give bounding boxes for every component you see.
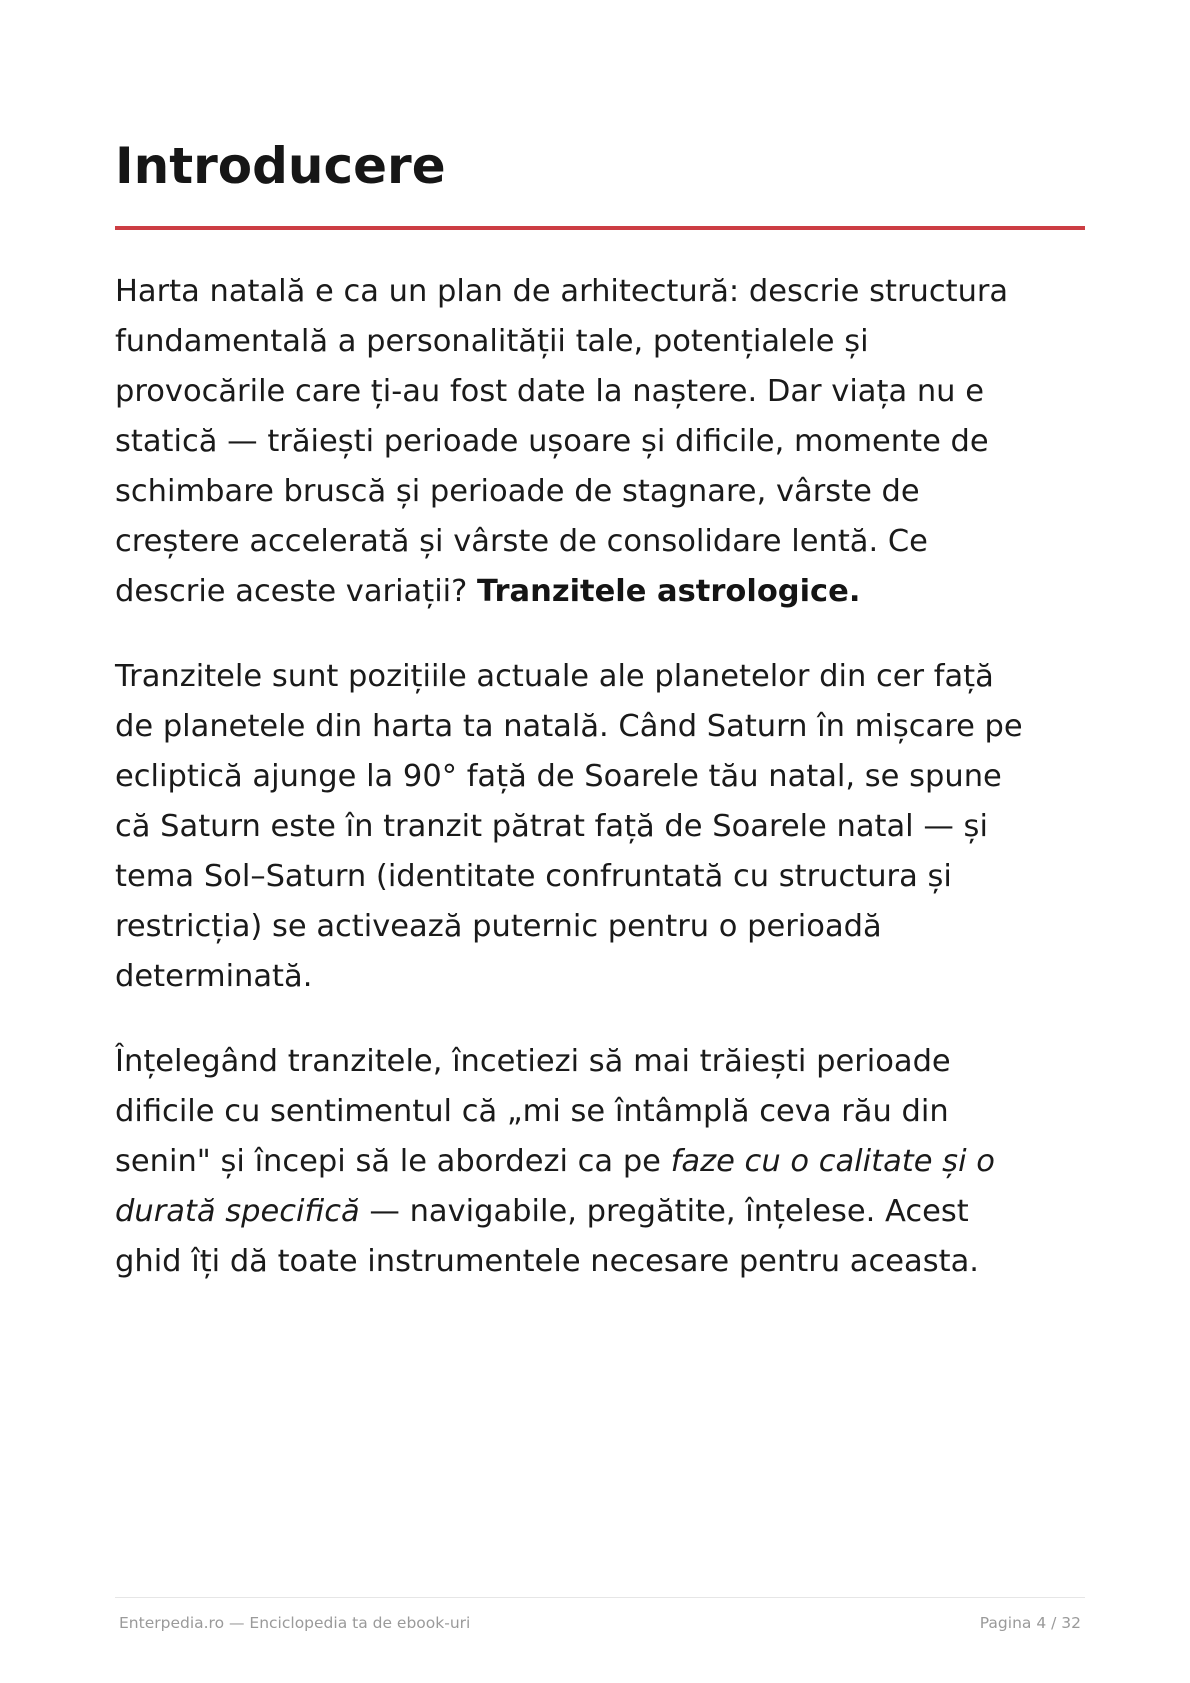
paragraph-3 [115,1037,1085,1287]
paragraph-line: ecliptică ajunge la 90° față de Soarele tău natal, se spune [115,759,1002,794]
paragraph-line: Tranzitele sunt pozițiile actuale ale planetelor din cer față [115,659,994,694]
paragraph-1 [115,267,1085,617]
footer-site-name: Enterpedia.ro — Enciclopedia ta de ebook-uri [119,1614,471,1632]
paragraph-line: că Saturn este în tranzit pătrat față de Soarele natal — și [115,809,988,844]
document-page [115,0,1085,1683]
paragraph-2 [115,652,1085,1002]
paragraph-line: creștere accelerată și vârste de consolidare lentă. Ce [115,524,928,559]
paragraph-line: fundamentală a personalității tale, potențialele și [115,324,869,359]
paragraph-line [115,1137,1085,1187]
paragraph-line: determinată. [115,959,313,994]
paragraph-line: schimbare bruscă și perioade de stagnare, vârste de [115,474,920,509]
page-title: Introducere [115,137,446,195]
paragraph-line: ghid îți dă toate instrumentele necesare pentru aceasta. [115,1244,979,1279]
italic-emphasis: faze cu o calitate și o [670,1144,995,1179]
paragraph-line [115,567,1085,617]
footer-divider [115,1597,1085,1598]
paragraph-line: restricția) se activează puternic pentru o perioadă [115,909,882,944]
bold-emphasis: Tranzitele astrologice. [477,574,861,609]
paragraph-line: statică — trăiești perioade ușoare și dificile, momente de [115,424,989,459]
footer-page-number: Pagina 4 / 32 [979,1614,1081,1632]
paragraph-line [115,1187,1085,1237]
title-divider [115,226,1085,230]
paragraph-line: de planetele din harta ta natală. Când Saturn în mișcare pe [115,709,1023,744]
paragraph-line: Înțelegând tranzitele, încetiezi să mai trăiești perioade [115,1044,951,1079]
paragraph-line: provocările care ți-au fost date la naștere. Dar viața nu e [115,374,984,409]
paragraph-line: dificile cu sentimentul că „mi se întâmplă ceva rău din [115,1094,949,1129]
paragraph-line-text: senin" și începi să le abordezi ca pe [115,1144,671,1179]
italic-emphasis: durată specifică [115,1194,360,1229]
paragraph-line: Harta natală e ca un plan de arhitectură: descrie structura [115,274,1009,309]
paragraph-line-text: descrie aceste variații? [115,574,478,609]
paragraph-line-text: — navigabile, pregătite, înțelese. Acest [359,1194,969,1229]
body-text [115,267,1085,1322]
paragraph-line: tema Sol–Saturn (identitate confruntată cu structura și [115,859,952,894]
